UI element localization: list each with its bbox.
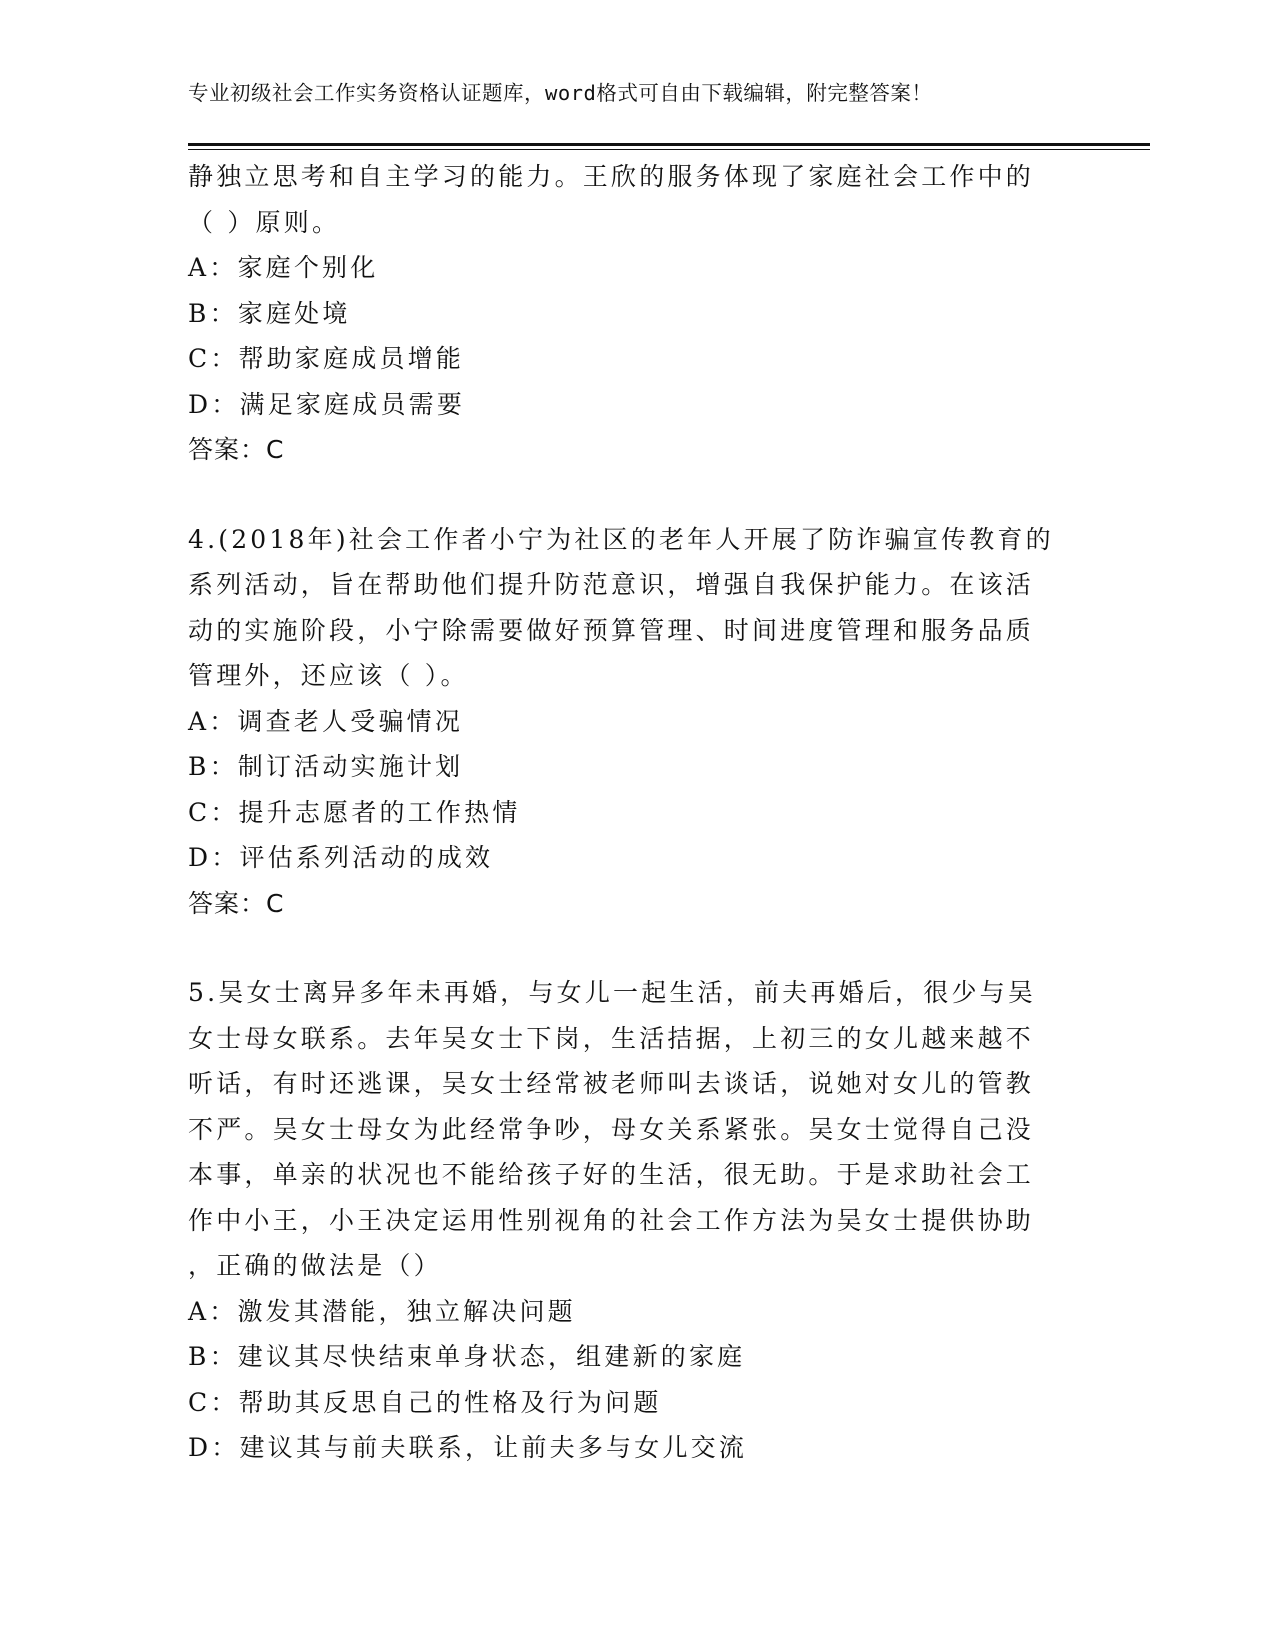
answer: 答案：C [188, 888, 285, 918]
option-d: D：满足家庭成员需要 [188, 389, 466, 419]
question-stem-line: 动的实施阶段，小宁除需要做好预算管理、时间进度管理和服务品质 [188, 615, 1035, 645]
option-d: D：评估系列活动的成效 [188, 843, 494, 872]
option-b: B：家庭处境 [188, 298, 351, 328]
question-stem-line: （ ）原则。 [188, 207, 341, 237]
option-b: B：建议其尽快结束单身状态，组建新的家庭 [188, 1342, 746, 1371]
question-stem-line: 不严。吴女士母女为此经常争吵，母女关系紧张。吴女士觉得自己没 [188, 1114, 1035, 1144]
option-c: C：帮助其反思自己的性格及行为问题 [188, 1387, 662, 1417]
header-divider [188, 143, 1150, 146]
question-stem-line: 作中小王，小王决定运用性别视角的社会工作方法为吴女士提供协助 [188, 1205, 1035, 1235]
question-stem-line: 听话，有时还逃课，吴女士经常被老师叫去谈话，说她对女儿的管教 [188, 1069, 1035, 1098]
question-stem-line: 5.吴女士离异多年未再婚，与女儿一起生活，前夫再婚后，很少与吴 [188, 978, 1037, 1007]
option-a: A：调查老人受骗情况 [188, 706, 464, 736]
question-3 [188, 154, 1068, 473]
question-5 [188, 970, 1068, 1471]
question-stem-line: 女士母女联系。去年吴女士下岗，生活拮据，上初三的女儿越来越不 [188, 1023, 1035, 1053]
question-content [188, 154, 1068, 1471]
spacer [188, 926, 1068, 970]
option-c: C：提升志愿者的工作热情 [188, 797, 521, 827]
answer: 答案：C [188, 435, 285, 464]
option-c: C：帮助家庭成员增能 [188, 344, 465, 373]
question-4 [188, 517, 1068, 927]
question-stem-line: 系列活动，旨在帮助他们提升防范意识，增强自我保护能力。在该活 [188, 570, 1035, 599]
option-a: A：激发其潜能，独立解决问题 [188, 1296, 576, 1326]
spacer [188, 473, 1068, 517]
option-a: A：家庭个别化 [188, 253, 379, 282]
option-b: B：制订活动实施计划 [188, 752, 464, 781]
question-stem-line: 静独立思考和自主学习的能力。王欣的服务体现了家庭社会工作中的 [188, 162, 1035, 191]
question-stem-line: 4.(2018年)社会工作者小宁为社区的老年人开展了防诈骗宣传教育的 [188, 524, 1054, 554]
page-header: 专业初级社会工作实务资格认证题库，word格式可自由下载编辑，附完整答案！ [188, 81, 933, 105]
question-stem-line: 本事，单亲的状况也不能给孩子好的生活，很无助。于是求助社会工 [188, 1160, 1035, 1189]
question-stem-line: 管理外，还应该（ ）。 [188, 661, 469, 690]
option-d: D：建议其与前夫联系，让前夫多与女儿交流 [188, 1433, 748, 1462]
question-stem-line: ，正确的做法是（） [188, 1251, 442, 1280]
